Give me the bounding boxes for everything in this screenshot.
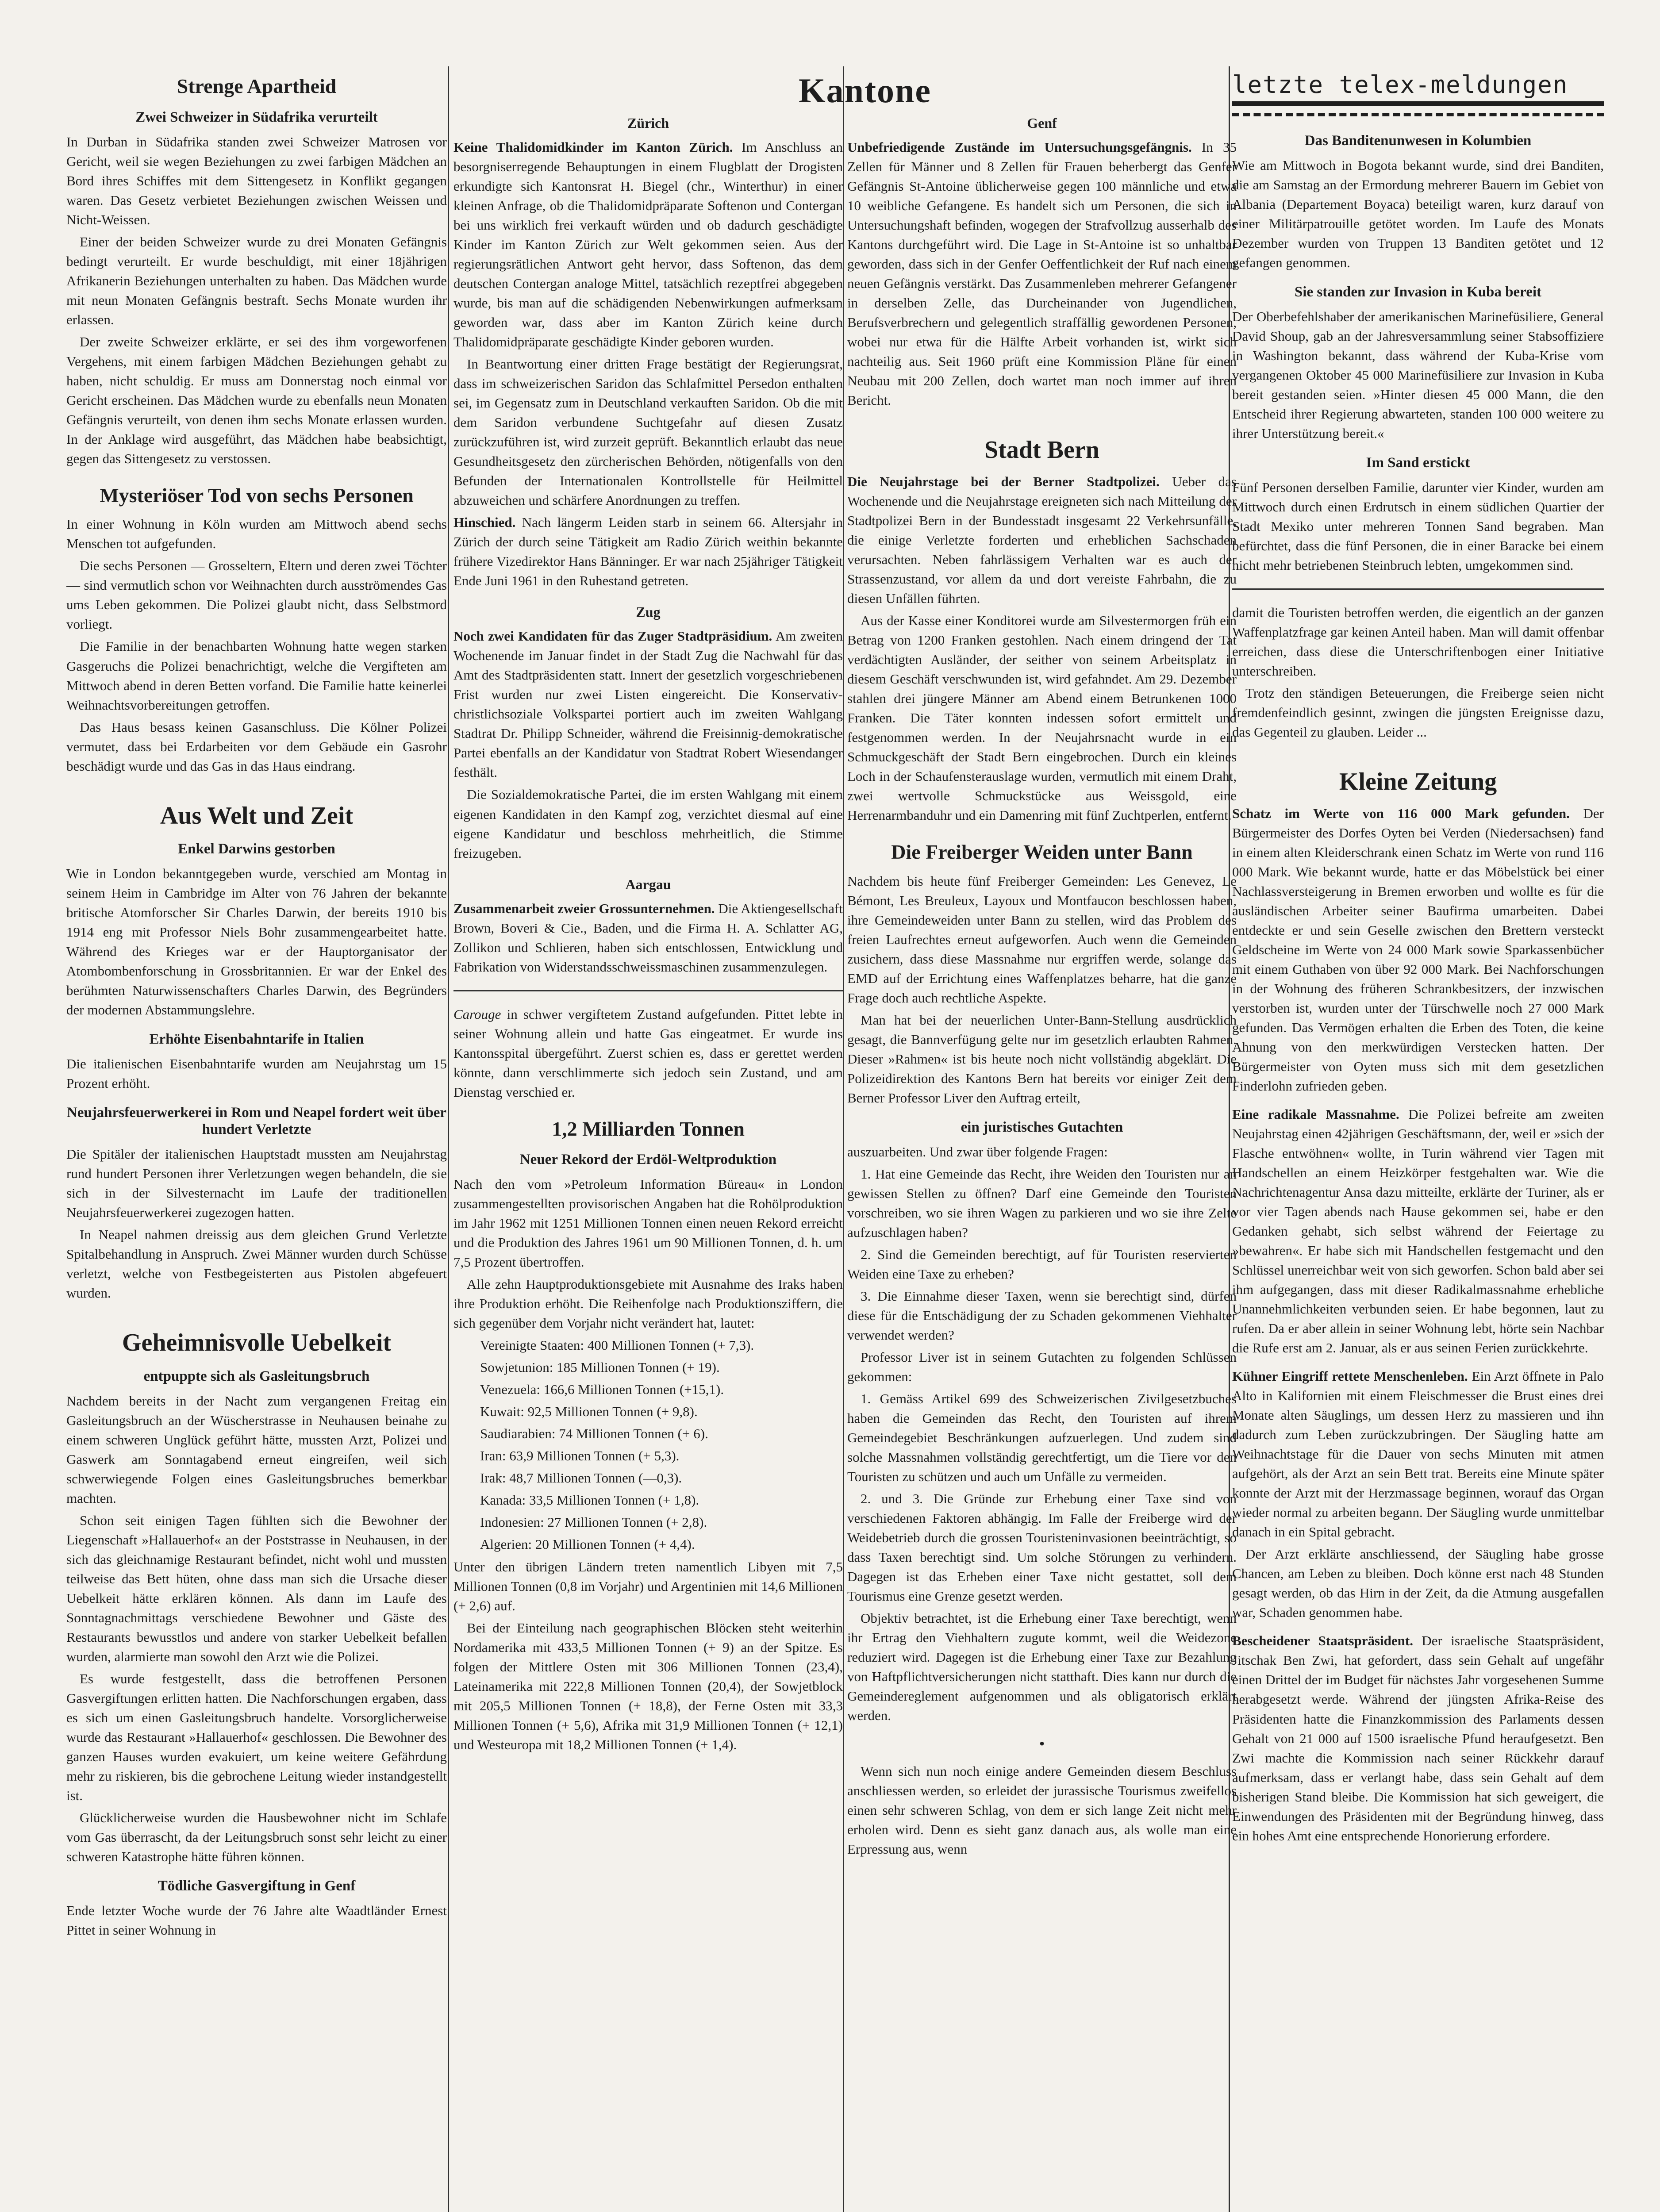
production-item: Indonesien: 27 Millionen Tonnen (+ 2,8).	[480, 1514, 707, 1530]
article-lead: Zusammenarbeit zweier Grossunternehmen.	[453, 900, 715, 916]
headline-welt: Aus Welt und Zeit	[160, 802, 354, 830]
headline-kleine-zeitung: Kleine Zeitung	[1339, 768, 1497, 796]
article-text: 2. Sind die Gemeinden berechtigt, auf für Touristen reservierten Weiden eine Taxe zu erheben?	[847, 1246, 1237, 1282]
article-text: Fünf Personen derselben Familie, darunter vier Kinder, wurden am Mittwoch durch einen Erdrutsch in einem südlichen Quartier der Stadt Mexiko unter mehreren Tonnen Sand begraben. Man befürchtet, dass die fünf Personen, die in einer Baracke bei einem nicht mehr betriebenen Steinbruch lebten, umgekommen sind.	[1232, 480, 1604, 573]
article-text	[1232, 1105, 1604, 1358]
article-text: damit die Touristen betroffen werden, die eigentlich an der ganzen Waffenplatzfrage gar keinen Anteil haben. Man will damit offenbar erreichen, dass diese die Unterschriftenbogen einer Initiative unterschreiben.	[1232, 605, 1604, 679]
article-text: 3. Die Einnahme dieser Taxen, wenn sie berechtigt sind, dürfen diese für die Entschädigung der zu Schaden gekommenen Viehhalter verwendet werden?	[847, 1288, 1237, 1343]
subhead-uebel: entpuppte sich als Gasleitungsbruch	[143, 1368, 370, 1384]
telex-header: letzte telex-meldungen	[1232, 71, 1604, 106]
article-text: 2. und 3. Die Gründe zur Erhebung einer Taxe sind von verschiedenen Faktoren abhängig. Im Falle der Freiberge wird der Weidebetrieb durch die grossen Touristeninvasionen beeinträchtigt, so dass Taxen berechtigt sind. Um solche Störungen zu verhindern. Dagegen ist das Erheben einer Taxe nicht gestattet, soll dem Tourismus eine Grenze gesetzt werden.	[847, 1491, 1237, 1604]
article-text: Ende letzter Woche wurde der 76 Jahre alte Waadtländer Ernest Pittet in seiner Wohnung in	[66, 1903, 447, 1938]
section-banner: Kantone	[798, 71, 932, 110]
article-text: Alle zehn Hauptproduktionsgebiete mit Ausnahme des Iraks haben ihre Produktion erhöht. Die Reihenfolge nach Produktionsziffern, die sich gegenüber dem Vorjahr nicht verändert hat, lautet:	[453, 1276, 843, 1331]
headline-uebel: Geheimnisvolle Uebelkeit	[122, 1329, 392, 1357]
article-text	[1232, 1367, 1604, 1542]
headline-tod: Mysteriöser Tod von sechs Personen	[100, 484, 414, 507]
production-item: Saudiarabien: 74 Millionen Tonnen (+ 6).	[480, 1426, 708, 1442]
production-item: Iran: 63,9 Millionen Tonnen (+ 5,3).	[480, 1448, 680, 1464]
article-text: Bei der Einteilung nach geographischen Blöcken steht weiterhin Nordamerika mit 433,5 Millionen Tonnen (+ 9) an der Spitze. Es folgen der Mittlere Osten mit 306 Millionen Tonnen (23,4), Lateinamerika mit 222,8 Millionen Tonnen (20,4), der Sowjetblock mit 205,5 Millionen Tonnen (+ 18,8), der Ferne Osten mit 33,3 Millionen Tonnen (+ 5,6), Afrika mit 31,9 Millionen Tonnen (+ 12,1) und Westeuropa mit 18,2 Millionen Tonnen (+ 1,4).	[453, 1620, 843, 1752]
column-3	[847, 66, 1237, 2212]
production-item: Algerien: 20 Millionen Tonnen (+ 4,4).	[480, 1536, 695, 1552]
article-body: Nach längerm Leiden starb in seinem 66. Altersjahr in Zürich der durch seine Tätigkeit am Radio Zürich weithin bekannte frühere Vizedirektor Hans Bänninger. Er war nach 25jähriger Tätigkeit Ende Juni 1961 in den Ruhestand getreten.	[453, 515, 843, 589]
article-body: Ein Arzt öffnete in Palo Alto in Kalifornien mit einem Fleischmesser die Brust eines drei Monate alten Säuglings, um dessen Herz zu massieren und ihn dadurch zum Leben zurückzubringen. Der Säugling hatte am Weihnachtstage für die Dauer von sechs Minuten mit atmen aufgehört, als der Arzt an sein Bett trat. Bereits eine Minute später konnte der Arzt mit der Herzmassage beginnen, worauf das Organ wieder normal zu arbeiten begann. Der Säugling wurde unmittelbar danach in ein Spital gebracht.	[1232, 1368, 1604, 1540]
column-2	[453, 66, 843, 2212]
article-text	[453, 513, 843, 591]
article-text: Schon seit einigen Tagen fühlten sich die Bewohner der Liegenschaft »Hallauerhof« an der Poststrasse in Neuhausen, in der sich das gleichnamige Restaurant befindet, nicht wohl und mussten teilweise das Bett hüten, ohne dass man sich die Ursache dieser Uebelkeit hätte erklären können. Als dann im Laufe des Sonntagnachmittags verschiedene Bewohner und Gäste des Restaurants bewusstlos und andere von starker Uebelkeit befallen wurden, alarmierte man sowohl den Arzt wie die Polizei.	[66, 1512, 447, 1664]
production-item: Kuwait: 92,5 Millionen Tonnen (+ 9,8).	[480, 1404, 698, 1420]
article-text: Professor Liver ist in seinem Gutachten zu folgenden Schlüssen gekommen:	[847, 1349, 1237, 1384]
headline-kuba: Sie standen zur Invasion in Kuba bereit	[1294, 284, 1542, 300]
production-item: Venezuela: 166,6 Millionen Tonnen (+15,1).	[480, 1382, 724, 1398]
column-1	[66, 66, 447, 2212]
location-genf: Genf	[1027, 115, 1057, 131]
article-lead: Eine radikale Massnahme.	[1232, 1106, 1399, 1122]
article-text: Der zweite Schweizer erklärte, er sei des ihm vorgeworfenen Vergehens, mit einem farbigen Mädchen Beziehungen gehabt zu haben, nicht schuldig. Er muss am Donnerstag noch einmal vor Gericht erscheinen. Das Mädchen wurde zu ebenfalls neun Monaten Gefängnis verurteilt, von denen ihm sechs Monate erlassen wurden. In der Anklage wird ausgeführt, das Mädchen habe beabsichtigt, gegen das Sittengesetz zu verstossen.	[66, 334, 447, 466]
separator	[453, 990, 843, 991]
article-text: In Neapel nahmen dreissig aus dem gleichen Grund Verletzte Spitalbehandlung in Anspruch. Zwei Männer wurden durch Schüsse verletzt, welche von Festbegeisterten aus Pistolen abgefeuert wurden.	[66, 1227, 447, 1301]
article-text: Man hat bei der neuerlichen Unter-Bann-Stellung ausdrücklich gesagt, die Bannverfügung gelte nur im gesetzlich erlaubten Rahmen. Dieser »Rahmen« ist bis heute noch nicht vollständig abgeklärt. Die Polizeidirektion des Kantons Bern hat bereits vor einiger Zeit dem Berner Professor Liver den Auftrag erteilt,	[847, 1012, 1237, 1106]
article-text	[847, 472, 1237, 608]
article-text: Die italienischen Eisenbahntarife wurden am Neujahrstag um 15 Prozent erhöht.	[66, 1056, 447, 1091]
article-lead: Keine Thalidomidkinder im Kanton Zürich.	[453, 139, 733, 155]
article-lead: Unbefriedigende Zustände im Untersuchungsgefängnis.	[847, 139, 1192, 155]
article-text: 1. Hat eine Gemeinde das Recht, ihre Weiden den Touristen nur an gewissen Stellen zu öffnen? Darf eine Gemeinde den Touristen vorschreiben, wo sie ihren Wagen zu parkieren und wo sie ihre Zelte aufzuschlagen haben?	[847, 1166, 1237, 1240]
place-name: Carouge	[453, 1006, 501, 1022]
article-body: Ueber das Wochenende und die Neujahrstage ereigneten sich nach Mitteilung der Stadtpolizei Bern in der Bundesstadt insgesamt 22 Verkehrsunfälle, die einige Verletzte forderten und erheblichen Sachschaden verursachten. Neben fahrlässigem Verhalten war es auch der Strassenzustand, vor allem da und dort vereiste Fahrbahn, die zu diesen Unfällen führten.	[847, 473, 1237, 606]
article-text: Wie am Mittwoch in Bogota bekannt wurde, sind drei Banditen, die am Samstag an der Ermordung mehrerer Bauern im Gebiet von Albania (Departement Boyaca) beteiligt waren, kurz darauf von einer Militärpatrouille getötet worden. Im Laufe des Monats Dezember wurden von Truppen 13 Banditen getötet und 12 gefangen genommen.	[1232, 157, 1604, 271]
subhead-feuer: Neujahrsfeuerwerkerei in Rom und Neapel fordert weit über hundert Verletzte	[66, 1105, 447, 1138]
article-text	[847, 138, 1237, 410]
subhead-oel: Neuer Rekord der Erdöl-Weltproduktion	[519, 1152, 777, 1168]
location-zug: Zug	[636, 604, 661, 620]
article-text: Der Oberbefehlshaber der amerikanischen Marinefüsiliere, General David Shoup, gab an der Jahresversammlung seiner Stabsoffiziere in Washington bekannt, dass während der Kuba-Krise vom vergangenen Oktober 45 000 Marinefüsiliere zur Invasion in Kuba bereit gestanden seien. »Hinter diesen 45 000 Mann, die den Entscheid ihrer Regierung abwarteten, standen 100 000 weitere zu ihrer Unterstützung bereit.«	[1232, 308, 1604, 442]
article-lead: Die Neujahrstage bei der Berner Stadtpolizei.	[847, 473, 1160, 489]
production-item: Sowjetunion: 185 Millionen Tonnen (+ 19).	[480, 1359, 720, 1375]
article-lead: Bescheidener Staatspräsident.	[1232, 1633, 1413, 1649]
article-text: Wie in London bekanntgegeben wurde, verschied am Montag in seinem Heim in Cambridge im Alter von 76 Jahren der bekannte britische Atomforscher Sir Charles Darwin, der bereits 1910 bis 1914 eng mit Professor Niels Bohr zusammengearbeitet hatte. Während des Krieges war er der Hauptorganisator der Atombombenforschung in Grossbritannien. Er war der Enkel des berühmten Naturwissenschafters Charles Darwin, des Begründers der modernen Abstammungslehre.	[66, 866, 447, 1018]
article-text: Nach den vom »Petroleum Information Büreau« in London zusammengestellten provisorischen Angaben hat die Rohölproduktion im Jahr 1962 mit 1251 Millionen Tonnen einen neuen Rekord erreicht und die Produktion des Jahres 1961 um 90 Millionen Tonnen, d. h. um 7,5 Prozent übertroffen.	[453, 1176, 843, 1270]
production-item: Irak: 48,7 Millionen Tonnen (—0,3).	[480, 1470, 682, 1486]
separator	[1232, 588, 1604, 590]
headline-bern: Stadt Bern	[984, 436, 1099, 464]
article-text: In Durban in Südafrika standen zwei Schweizer Matrosen vor Gericht, weil sie wegen Beziehungen zu zwei farbigen Mädchen an Bord ihres Schiffes mit dem Sittengesetz in Konflikt gegangen waren. Das Gesetz verbietet Beziehungen zwischen Weissen und Nicht-Weissen.	[66, 134, 447, 227]
article-text: auszuarbeiten. Und zwar über folgende Fragen:	[847, 1144, 1108, 1160]
article-text: Aus der Kasse einer Konditorei wurde am Silvestermorgen früh ein Betrag von 1200 Franken gestohlen. Nach einem dringend der Tat verdächtigten Ausländer, der seither von seinem Arbeitsplatz in diesem Geschäft verschwunden ist, wird gefahndet. Am 29. Dezember stahlen drei jüngere Männer am Abend einem Betrunkenen 1000 Franken. Die Täter konnten indessen sofort ermittelt und festgenommen werden. In der Neujahrsnacht wurde in ein Schmuckgeschäft der Stadt Bern eingebrochen. Durch ein kleines Loch in der Schaufensterauslage wurden, vermutlich mit einem Draht, zwei wertvolle Schmuckstücke aus Weissgold, eine Herrenarmbanduhr und ein Damenring mit fünf Zuchtperlen, entfernt.	[847, 612, 1237, 823]
article-body: In 35 Zellen für Männer und 8 Zellen für Frauen beherbergt das Genfer Gefängnis St-Antoine üblicherweise gegen 100 männliche und etwa 10 weibliche Gefangene. Es handelt sich um Personen, die sich in Untersuchungshaft befinden, wogegen der Strafvollzug ausserhalb des Kantons durchgeführt wird. Die Lage in St-Antoine ist so unhaltbar geworden, dass sich in der Genfer Oeffentlichkeit der Ruf nach einem neuen Gefängnis verstärkt. Das Zusammenleben mehrerer Gefangener in derselben Zelle, das Durcheinander von Jugendlichen, Berufsverbrechern und gelegentlich straffällig gewordenen Personen, wobei nur etwa für die Hälfte Arbeit vorhanden ist, wirkt sich nachteilig aus. Seit 1960 prüft eine Kommission Pläne für einen Neubau mit 200 Zellen, doch wartet man noch immer auf ihren Bericht.	[847, 139, 1237, 408]
article-text	[453, 899, 843, 977]
article-lead: Schatz im Werte von 116 000 Mark gefunden.	[1232, 805, 1570, 821]
article-text	[453, 1005, 843, 1102]
article-text: Wenn sich nun noch einige andere Gemeinden diesem Beschluss anschliessen werden, so erleidet der jurassische Tourismus zweifellos einen sehr schweren Schlag, von dem er sich lange Zeit nicht mehr erholen wird. Denn es sieht ganz danach aus, als wolle man eine Erpressung aus, wenn	[847, 1763, 1237, 1857]
article-text	[453, 626, 843, 782]
headline-banditen: Das Banditenunwesen in Kolumbien	[1304, 133, 1532, 149]
location-zuerich: Zürich	[627, 115, 669, 131]
column-rule	[448, 66, 449, 2212]
production-item: Vereinigte Staaten: 400 Millionen Tonnen (+ 7,3).	[480, 1337, 754, 1353]
article-text: Es wurde festgestellt, dass die betroffenen Personen Gasvergiftungen erlitten hatten. Die Nachforschungen ergaben, dass es sich um einen Gasleitungsbruch handelte. Vorsorglicherweise wurde das Restaurant »Hallauerhof« geschlossen. Die Bewohner des ganzen Hauses wurden evakuiert, um keine weitere Gefährdung mehr zu riskieren, bis die gebrochene Leitung wieder instandgestellt ist.	[66, 1671, 447, 1804]
article-text	[1232, 804, 1604, 1096]
subhead-apartheid: Zwei Schweizer in Südafrika verurteilt	[135, 109, 378, 125]
subhead-bahn: Erhöhte Eisenbahntarife in Italien	[149, 1031, 364, 1048]
headline-oel: 1,2 Milliarden Tonnen	[552, 1117, 745, 1140]
article-lead: Kühner Eingriff rettete Menschenleben.	[1232, 1368, 1468, 1384]
article-body: Der Bürgermeister des Dorfes Oyten bei Verden (Niedersachsen) fand in einem alten Kleiderschrank einen Schatz im Werte von rund 116 000 Mark. Wie bekannt wurde, hatte er das Möbelstück bei einer Nachlassversteigerung in Bremen erworben und wollte es für die ausländischen Arbeiter seiner Baufirma umarbeiten. Dabei entdeckte er und sein Geselle zwischen den Brettern versteckt Geldscheine im Werte von 24 000 Mark sowie Sparkassenbücher mit einem Guthaben von über 92 000 Mark. Bei Nachforschungen in der Wohnung des früheren Schrankbesitzers, der inzwischen verstorben ist, wurden unter der Türschwelle noch 27 000 Mark gefunden. Das Vermögen erhalten die Erben des Toten, die keine Ahnung von den merkwürdigen Verstecken hatten. Der Bürgermeister von Oyten muss sich mit dem gesetzlichen Finderlohn zufrieden geben.	[1232, 805, 1604, 1094]
article-text: Glücklicherweise wurden die Hausbewohner nicht im Schlafe vom Gas überrascht, da der Leitungsbruch sonst sehr leicht zu einer schweren Katastrophe hätte führen können.	[66, 1810, 447, 1865]
star-separator: •	[1039, 1735, 1045, 1753]
subhead-darwin: Enkel Darwins gestorben	[178, 841, 335, 857]
article-text: Objektiv betrachtet, ist die Erhebung einer Taxe berechtigt, wenn ihr Ertrag den Viehhaltern zugute kommt, weil die Weidezone reduziert wird. Dagegen ist die Erhebung einer Taxe zur Bezahlung von Haftpflichtversicherungen nicht statthaft. Dies kann nur durch die Gemeindereglement aufgenommen und als obligatorisch erklärt werden.	[847, 1610, 1237, 1724]
article-text: In Beantwortung einer dritten Frage bestätigt der Regierungsrat, dass im schweizerischen Saridon das Schlafmittel Persedon enthalten sei, im Gegensatz zum in Deutschland verkauften Saridon. Ob die mit dem Saridon verbundene Suchtgefahr auf diesen Zusatz zurückzuführen ist, wird zurzeit geprüft. Bekanntlich erlaubt das neue Gesundheitsgesetz den zürcherischen Behörden, nötigenfalls von den Befunden der Internationalen Kontrollstelle für Heilmittel abzuweichen und schärfere Anordnungen zu treffen.	[453, 356, 843, 508]
production-item: Kanada: 33,5 Millionen Tonnen (+ 1,8).	[480, 1492, 699, 1508]
article-body: Im Anschluss an besorgniserregende Behauptungen in einem Flugblatt der Drogisten erkundigte sich Kantonsrat H. Biegel (chr., Winterthur) in einer kleinen Anfrage, ob die Thalidomidpräparate Softenon und Contergan bei uns wirklich frei verkauft würden und ob dadurch geschädigte Kinder im Kanton Zürich zur Welt gekommen seien. Aus der regierungsrätlichen Antwort geht hervor, dass Softenon, das dem deutschen Contergan analoge Mittel, tatsächlich rezeptfrei abgegeben wurde, bis man auf die schädigenden Nebenwirkungen aufmerksam geworden war, dass aber im Kanton Zürich keine durch Thalidomidpräparate geschädigte Kinder geboren wurden.	[453, 139, 843, 350]
subhead-gutachten: ein juristisches Gutachten	[961, 1119, 1123, 1135]
article-text: Nachdem bereits in der Nacht zum vergangenen Freitag ein Gasleitungsbruch an der Wüscherstrasse in Neuhausen beinahe zu einem schweren Unglück geführt hätte, mussten Arzt, Polizei und Gaswerk am Sonntagabend erneut eingreifen, weil sich schwerwiegende Folgen eines Gasleitungsbruches bemerkbar machten.	[66, 1393, 447, 1506]
article-text: Unter den übrigen Ländern treten namentlich Libyen mit 7,5 Millionen Tonnen (0,8 im Vorjahr) und Argentinien mit 14,6 Millionen (+ 2,6) auf.	[453, 1559, 843, 1613]
article-text	[1232, 1631, 1604, 1845]
article-body: Die Aktiengesellschaft Brown, Boveri & Cie., Baden, und die Firma H. A. Schlatter AG, Zollikon und Schlieren, haben sich entschlossen, Entwicklung und Fabrikation von Widerstandsschweissmaschinen zusammenzulegen.	[453, 900, 843, 975]
article-text: Die Familie in der benachbarten Wohnung hatte wegen starken Gasgeruchs die Polizei benachrichtigt, welche die Vergifteten am Mittwoch abend in deren Betten vorfand. Die Familie hatte keinerlei Weihnachtsvorbereitungen getroffen.	[66, 638, 447, 713]
article-body: Die Polizei befreite am zweiten Neujahrstag einen 42jährigen Geschäftsmann, der, weil er »sich der Flasche entwöhnen« wollte, in Turin während vier Tagen mit Handschellen an einem Heizkörper festgehalten war. Wie die Nachrichtenagentur Ansa dazu mitteilte, erklärte der Turiner, als er vor vier Tagen abends nach Hause gekommen sei, habe er den Gedanken gehabt, sich selbst während der Feiertage zu »bewahren«. Er habe sich mit Handschellen festgemacht und den Schlüssel unerreichbar weit von sich geworfen. Schon bald aber sei ihm aufgegangen, dass mit dieser Radikalmassnahme erhebliche Unannehmlichkeiten verbunden seien. Er habe begonnen, laut zu rufen. Da er aber allein in seiner Wohnung lebt, hörte sein Nachbar die Rufe erst am 2. Januar, als er aus seinen Ferien zurückkehrte.	[1232, 1106, 1604, 1356]
headline-weiden: Die Freiberger Weiden unter Bann	[891, 841, 1193, 864]
article-text: Die Sozialdemokratische Partei, die im ersten Wahlgang mit einem eigenen Kandidaten in den Kampf zog, verzichtet diesmal auf eine eigene Kandidatur und beschloss mehrheitlich, die Stimme freizugeben.	[453, 787, 843, 861]
article-text: Die sechs Personen — Grosseltern, Eltern und deren zwei Töchter — sind vermutlich schon vor Weihnachten durch ausströmendes Gas ums Leben gekommen. Die Polizei glaubt nicht, dass Selbstmord vorliegt.	[66, 558, 447, 632]
headline-apartheid: Strenge Apartheid	[177, 75, 337, 97]
article-text: Einer der beiden Schweizer wurde zu drei Monaten Gefängnis bedingt verurteilt. Er wurde beschuldigt, mit einer 18jährigen Afrikanerin Beziehungen unterhalten zu haben. Das Mädchen wurde mit neun Monaten Gefängnis bestraft. Sechs Monate wurden ihr erlassen.	[66, 234, 447, 327]
article-body: in schwer vergiftetem Zustand aufgefunden. Pittet lebte in seiner Wohnung allein und hatte Gas eingeatmet. Er wurde ins Kantonsspital übergeführt. Zuerst schien es, dass er gerettet werden könnte, dann verschlimmerte sich jedoch sein Zustand, und am Dienstag verschied er.	[453, 1006, 843, 1100]
production-list	[453, 1336, 843, 1554]
article-text: Die Spitäler der italienischen Hauptstadt mussten am Neujahrstag rund hundert Personen ihrer Verletzungen wegen behandeln, die sie sich in der Silvesternacht im Laufe der traditionellen Neujahrsfeuerwerkerei zugezogen hatten.	[66, 1146, 447, 1221]
column-rule	[843, 66, 844, 2212]
article-text: 1. Gemäss Artikel 699 des Schweizerischen Zivilgesetzbuches haben die Gemeinden das Recht, den Touristen auf ihrem Gemeindegebiet Beschränkungen aufzuerlegen. Und zudem sind solche Massnahmen vollständig gerechtfertigt, um die Tiere vor den Touristen zu schützen und auch um Unfälle zu vermeiden.	[847, 1391, 1237, 1485]
article-body: Der israelische Staatspräsident, Jitschak Ben Zwi, hat gefordert, dass sein Gehalt auf ungefähr einen Drittel der im Budget für nächstes Jahr vorgesehenen Summe herabgesetzt werde. Während der jüngsten Afrika-Reise des Präsidenten hatte die Finanzkommission des Parlaments dessen Gehalt von 21 000 auf 1500 israelische Pfund heraufgesetzt. Ben Zwi machte die Kommission nach seiner Rückkehr darauf aufmerksam, dass er verlangt habe, dass sein Gehalt auf dem bisherigen Stand bleibe. Die Kommission hat sich geweigert, die Einwendungen des Präsidenten mit der Begründung hinweg, dass ein hohes Amt eine entsprechende Honorierung erfordere.	[1232, 1633, 1604, 1843]
article-text: In einer Wohnung in Köln wurden am Mittwoch abend sechs Menschen tot aufgefunden.	[66, 516, 447, 552]
article-lead: Noch zwei Kandidaten für das Zuger Stadtpräsidium.	[453, 628, 772, 644]
column-4	[1232, 66, 1604, 2212]
article-text: Nachdem bis heute fünf Freiberger Gemeinden: Les Genevez, Le Bémont, Les Breuleux, Layoux und Montfaucon beschlossen haben, ihre Gemeindeweiden unter Bann zu stellen, wird das Problem des freien Laufrechtes erneut aufgeworfen. Auch wenn die Gemeinden zusichern, dass diese Massnahme nur ergriffen werde, solange das EMD auf der Errichtung eines Waffenplatzes beharre, hat die ganze Frage doch auch rechtliche Aspekte.	[847, 873, 1237, 1006]
article-text: Der Arzt erklärte anschliessend, der Säugling habe grosse Chancen, am Leben zu bleiben. Doch könne erst nach 48 Stunden gesagt werden, ob das Hirn in der Zeit, da die Atmung ausgefallen war, Schaden genommen habe.	[1232, 1546, 1604, 1621]
article-text: Trotz den ständigen Beteuerungen, die Freiberge seien nicht fremdenfeindlich gesinnt, zwingen die jüngsten Ereignisse dazu, das Gegenteil zu glauben. Leider ...	[1232, 685, 1604, 740]
article-body: Am zweiten Wochenende im Januar findet in der Stadt Zug die Nachwahl für das Amt des Stadtpräsidenten statt. Innert der gesetzlich vorgeschriebenen Frist wurden nur zwei Listen eingereicht. Die Konservativ-christlichsoziale Volkspartei portiert auch im zweiten Wahlgang Stadtrat Dr. Philipp Schneider, während die Freisinnig-demokratische Partei ebenfalls an der Kandidatur von Stadtrat Robert Wiesendanger festhält.	[453, 628, 843, 780]
location-aargau: Aargau	[625, 876, 671, 892]
headline-sand: Im Sand erstickt	[1366, 455, 1470, 471]
article-text: Das Haus besass keinen Gasanschluss. Die Kölner Polizei vermutet, dass bei Erdarbeiten vor dem Gebäude ein Gasrohr beschädigt wurde und das Gas in das Haus eindrang.	[66, 719, 447, 774]
article-text	[453, 138, 843, 352]
article-lead: Hinschied.	[453, 515, 516, 530]
subhead-genf: Tödliche Gasvergiftung in Genf	[158, 1878, 356, 1894]
